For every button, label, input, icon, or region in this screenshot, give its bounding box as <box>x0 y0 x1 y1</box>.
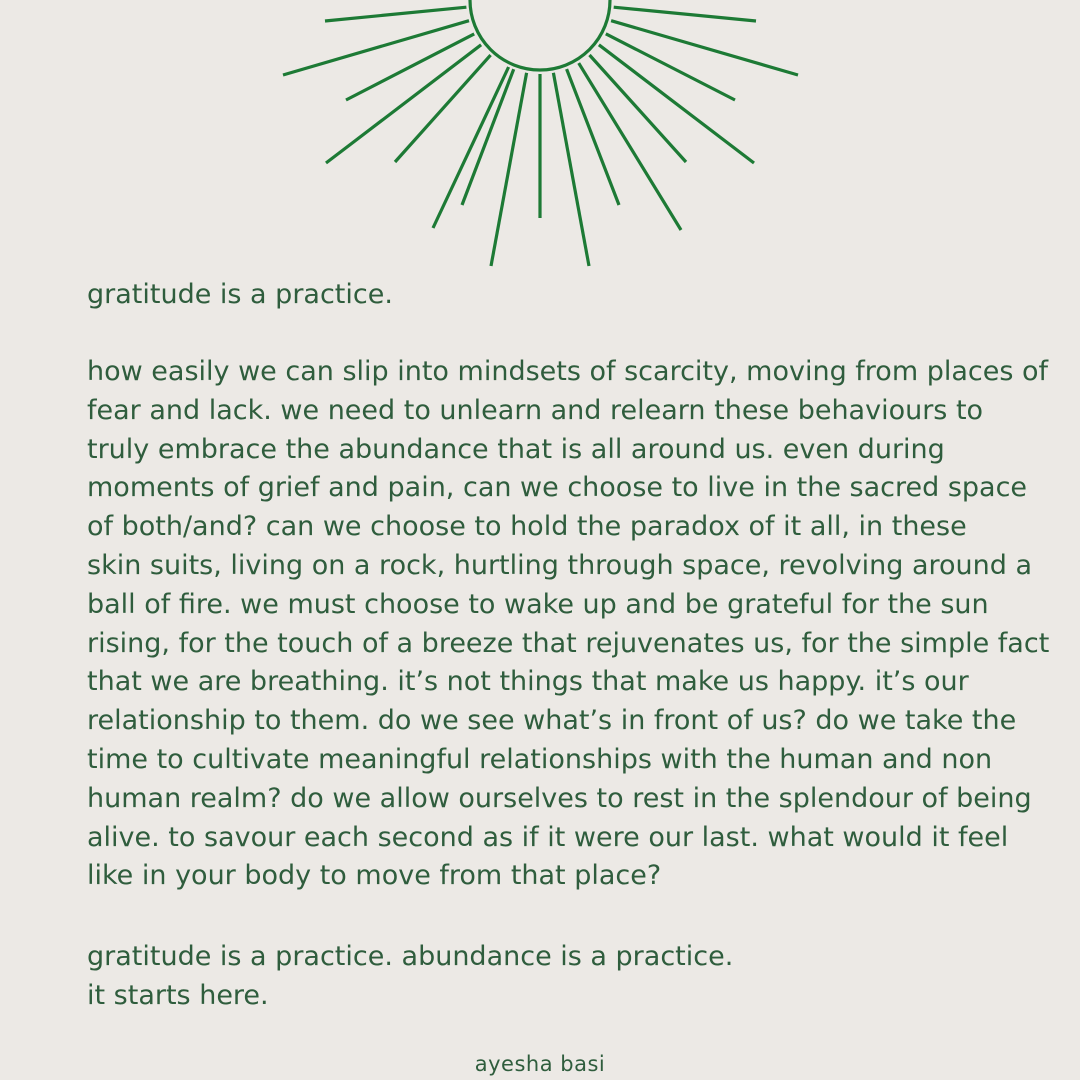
body-line: fear and lack. we need to unlearn and relearn these behaviours to <box>87 394 984 426</box>
sun-ray <box>325 7 466 21</box>
closing-line: it starts here. <box>87 979 269 1011</box>
sun-disc <box>470 0 610 70</box>
author-signature: ayesha basi <box>474 1052 606 1076</box>
post-heading <box>87 276 1057 315</box>
body-line: time to cultivate meaningful relationships with the human and non <box>87 743 993 775</box>
sun-ray <box>611 21 798 75</box>
sun-ray <box>599 45 754 163</box>
sun-ray <box>433 67 509 228</box>
sun-ray <box>326 45 481 163</box>
sun-ray <box>579 63 681 230</box>
sun-ray <box>283 21 469 75</box>
closing-line: gratitude is a practice. abundance is a practice. <box>87 941 734 972</box>
body-line: that we are breathing. it’s not things that make us happy. it’s our <box>87 666 969 698</box>
post-closing <box>87 938 1057 1016</box>
sun-ray <box>553 73 589 266</box>
body-line: relationship to them. do we see what’s in front of us? do we take the <box>87 705 1017 737</box>
sun-ray <box>346 34 474 100</box>
body-line: rising, for the touch of a breeze that rejuvenates us, for the simple fact <box>87 627 1050 659</box>
sun-ray <box>395 55 491 162</box>
sun-ray <box>590 55 687 162</box>
body-line: human realm? do we allow ourselves to rest in the splendour of being <box>87 782 1032 814</box>
sun-ray <box>491 73 527 266</box>
sunburst-icon <box>0 0 1080 280</box>
sun-ray <box>606 34 735 100</box>
body-line: alive. to savour each second as if it were our last. what would it feel <box>87 821 1009 853</box>
heading-line: gratitude is a practice. <box>87 279 393 310</box>
sun-ray <box>614 7 756 21</box>
body-line: how easily we can slip into mindsets of scarcity, moving from places of <box>87 356 1049 387</box>
body-line: moments of grief and pain, can we choose to live in the sacred space <box>87 472 1028 504</box>
body-line: ball of fire. we must choose to wake up and be grateful for the sun <box>87 588 989 620</box>
body-line: of both/and? can we choose to hold the paradox of it all, in these <box>87 511 967 543</box>
body-line: skin suits, living on a rock, hurtling through space, revolving around a <box>87 549 1033 581</box>
body-line: like in your body to move from that place? <box>87 860 662 892</box>
body-line: truly embrace the abundance that is all around us. even during <box>87 433 945 465</box>
post-body <box>87 353 1057 896</box>
